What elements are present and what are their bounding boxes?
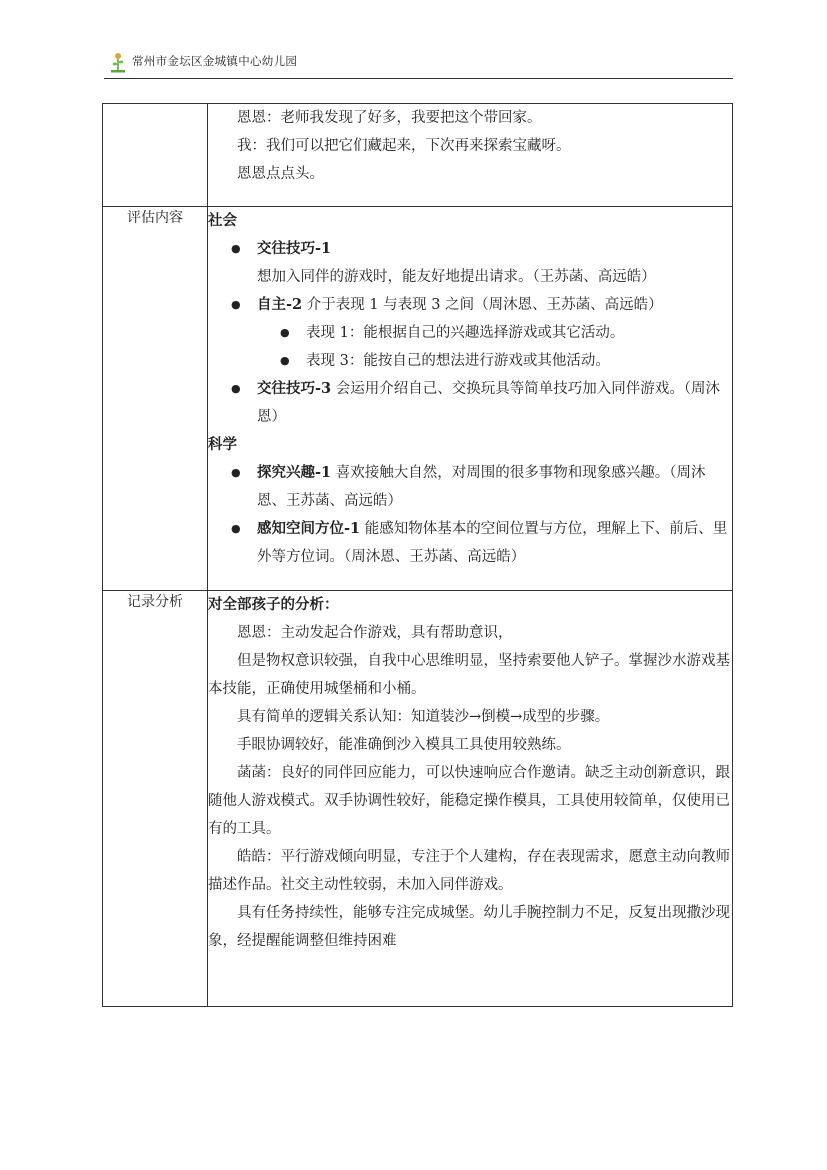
dialogue-line: 恩恩点点头。 (237, 166, 324, 182)
table-row (103, 104, 733, 207)
kindergarten-logo-icon (108, 52, 128, 74)
dialogue-line: 我：我们可以把它们藏起来，下次再来探索宝藏呀。 (237, 138, 571, 154)
record-table (102, 103, 733, 1007)
page-header (104, 48, 733, 79)
sub-list-item: ● 表现 1：能根据自己的兴趣选择游戏或其它活动。 (208, 319, 732, 347)
analysis-paragraph: 皓皓：平行游戏倾向明显，专注于个人建构，存在表现需求，愿意主动向教师描述作品。社交主动性较弱，未加入同伴游戏。 (208, 849, 730, 893)
dialogue-cell (208, 104, 733, 207)
analysis-paragraph: 具有任务持续性，能够专注完成城堡。幼儿手腕控制力不足，反复出现撒沙现象，经提醒能调整但维持困难 (208, 905, 730, 949)
table-row (103, 591, 733, 1007)
org-name: 常州市金坛区金城镇中心幼儿园 (132, 54, 298, 68)
assessment-cell (208, 207, 733, 591)
list-item: ● 探究兴趣-1 喜欢接触大自然，对周围的很多事物和现象感兴趣。（周沐恩、王苏菡、高远皓） (208, 459, 732, 515)
row-label-analysis: 记录分析 (103, 591, 208, 1007)
analysis-paragraph: 手眼协调较好，能准确倒沙入模具工具使用较熟练。 (237, 737, 571, 753)
analysis-title: 对全部孩子的分析： (208, 596, 339, 613)
list-item: ● 交往技巧-3 会运用介绍自己、交换玩具等简单技巧加入同伴游戏。（周沐恩） (208, 375, 732, 431)
list-item: ● 感知空间方位-1 能感知物体基本的空间位置与方位，理解上下、前后、里外等方位词。（周沐恩、王苏菡、高远皓） (208, 515, 732, 571)
analysis-paragraph: 但是物权意识较强，自我中心思维明显，坚持索要他人铲子。掌握沙水游戏基本技能，正确使用城堡桶和小桶。 (208, 653, 730, 697)
social-list (208, 235, 732, 431)
list-item: ● 自主-2 介于表现 1 与表现 3 之间（周沐恩、王苏菡、高远皓） (208, 291, 732, 319)
analysis-paragraph: 菡菡：良好的同伴回应能力，可以快速响应合作邀请。缺乏主动创新意识，跟随他人游戏模式。双手协调性较好，能稳定操作模具，工具使用较简单，仅使用已有的工具。 (208, 765, 730, 837)
analysis-paragraph: 恩恩：主动发起合作游戏，具有帮助意识， (237, 625, 513, 641)
table-row (103, 207, 733, 591)
section-title-social: 社会 (208, 212, 237, 229)
list-item: ● 交往技巧-1 想加入同伴的游戏时，能友好地提出请求。（王苏菡、高远皓） (208, 235, 732, 291)
dialogue-line: 恩恩：老师我发现了好多，我要把这个带回家。 (237, 110, 542, 126)
science-list (208, 459, 732, 571)
analysis-cell (208, 591, 733, 1007)
row-label-assessment: 评估内容 (103, 207, 208, 591)
row-label-empty (103, 104, 208, 207)
section-title-science: 科学 (208, 436, 237, 453)
analysis-paragraph: 具有简单的逻辑关系认知：知道装沙→倒模→成型的步骤。 (237, 709, 610, 725)
sub-list-item: ● 表现 3：能按自己的想法进行游戏或其他活动。 (208, 347, 732, 375)
